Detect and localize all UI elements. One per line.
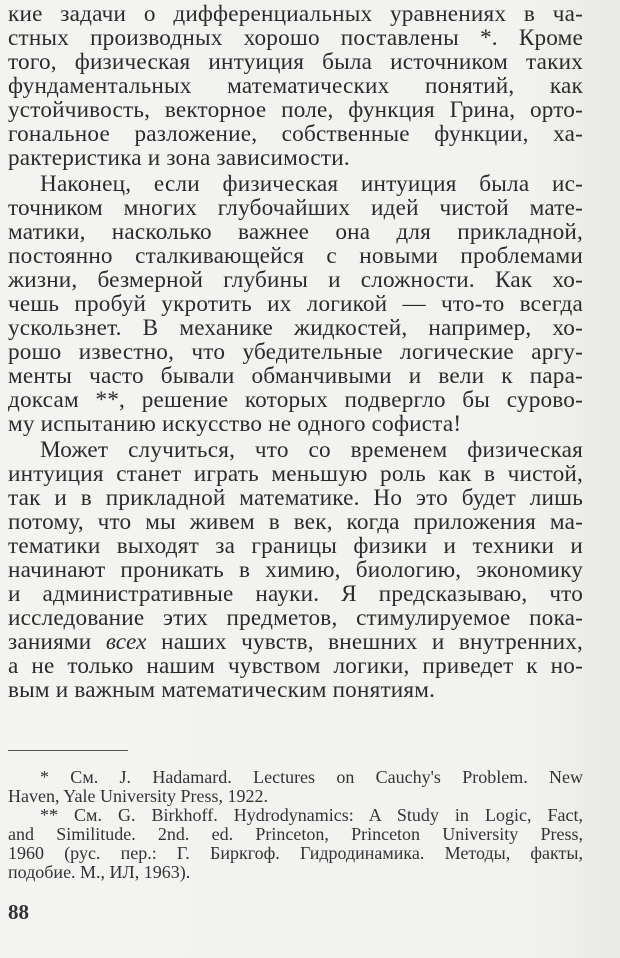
footnote-2 (8, 806, 583, 882)
text-line: тематики выходят за границы физики и техники и (8, 533, 583, 559)
text-line: рошо известно, что убедительные логические аргу- (8, 339, 583, 365)
page-number: 88 (8, 900, 29, 924)
footnote-1 (8, 768, 583, 806)
text-line: того, физическая интуиция была источником таких (8, 49, 583, 75)
emphasized-word: всех (105, 629, 147, 655)
text-line: точником многих глубочайших идей чистой мате- (8, 195, 583, 221)
main-text (8, 2, 583, 702)
text-line: устойчивость, векторное поле, функция Грина, орто- (8, 97, 583, 123)
text-line: му испытанию искусство не одного софиста! (8, 411, 462, 437)
text-line: фундаментальных математических понятий, как (8, 73, 583, 99)
text-line: жизни, безмерной глубины и сложности. Как хо- (8, 267, 583, 293)
text-line: начинают проникать в химию, биологию, экономику (8, 557, 583, 583)
text-line: гональное разложение, собственные функции, ха- (8, 121, 583, 147)
footnotes (8, 768, 583, 882)
text-line-with-italic: заниями всех наших чувств, внешних и внутренних, (8, 629, 583, 655)
text-line: а не только нашим чувством логики, приведет к но- (8, 653, 583, 679)
text-line: стных производных хорошо поставлены *. Кроме (8, 25, 583, 51)
footnote-line: Haven, Yale University Press, 1922. (8, 786, 268, 806)
footnote-line: ** См. G. Birkhoff. Hydrodynamics: A Study in Logic, Fact, (40, 805, 583, 825)
text-line: чешь пробуй укротить их логикой — что-то всегда (8, 291, 583, 317)
footnote-line: 1960 (рус. пер.: Г. Биркгоф. Гидродинамика. Методы, факты, (8, 843, 583, 863)
text-line: доксам **, решение которых подвергло бы сурово- (8, 387, 583, 413)
text-line: постоянно сталкивающейся с новыми проблемами (8, 243, 583, 269)
footnote-line: подобие. М., ИЛ, 1963). (8, 862, 191, 882)
text-line: ускользнет. В механике жидкостей, например, хо- (8, 315, 583, 341)
text-line: Наконец, если физическая интуиция была ис- (40, 171, 583, 197)
text-line: потому, что мы живем в век, когда приложения ма- (8, 509, 583, 535)
text-line: кие задачи о дифференциальных уравнениях в ча- (8, 1, 583, 27)
text-line: интуиция станет играть меньшую роль как в чистой, (8, 461, 583, 487)
text-line: исследование этих предметов, стимулируемое пока- (8, 605, 583, 631)
text-line: так и в прикладной математике. Но это будет лишь (8, 485, 583, 511)
text-line: менты часто бывали обманчивыми и вели к пара- (8, 363, 583, 389)
text-line: матики, насколько важнее она для прикладной, (8, 219, 583, 245)
text-line: вым и важным математическим понятиям. (8, 677, 436, 703)
paragraph-1 (8, 2, 583, 170)
footnote-line: and Similitude. 2nd. ed. Princeton, Princeton University Press, (8, 824, 583, 844)
text-line: Может случиться, что со временем физическая (40, 437, 583, 463)
footnote-line: * См. J. Hadamard. Lectures on Cauchy's Problem. New (40, 767, 583, 787)
footnote-divider (8, 750, 128, 751)
text-line: рактеристика и зона зависимости. (8, 145, 350, 171)
paragraph-3 (8, 438, 583, 702)
paragraph-2 (8, 172, 583, 436)
text-line: и административные науки. Я предсказываю, что (8, 581, 583, 607)
